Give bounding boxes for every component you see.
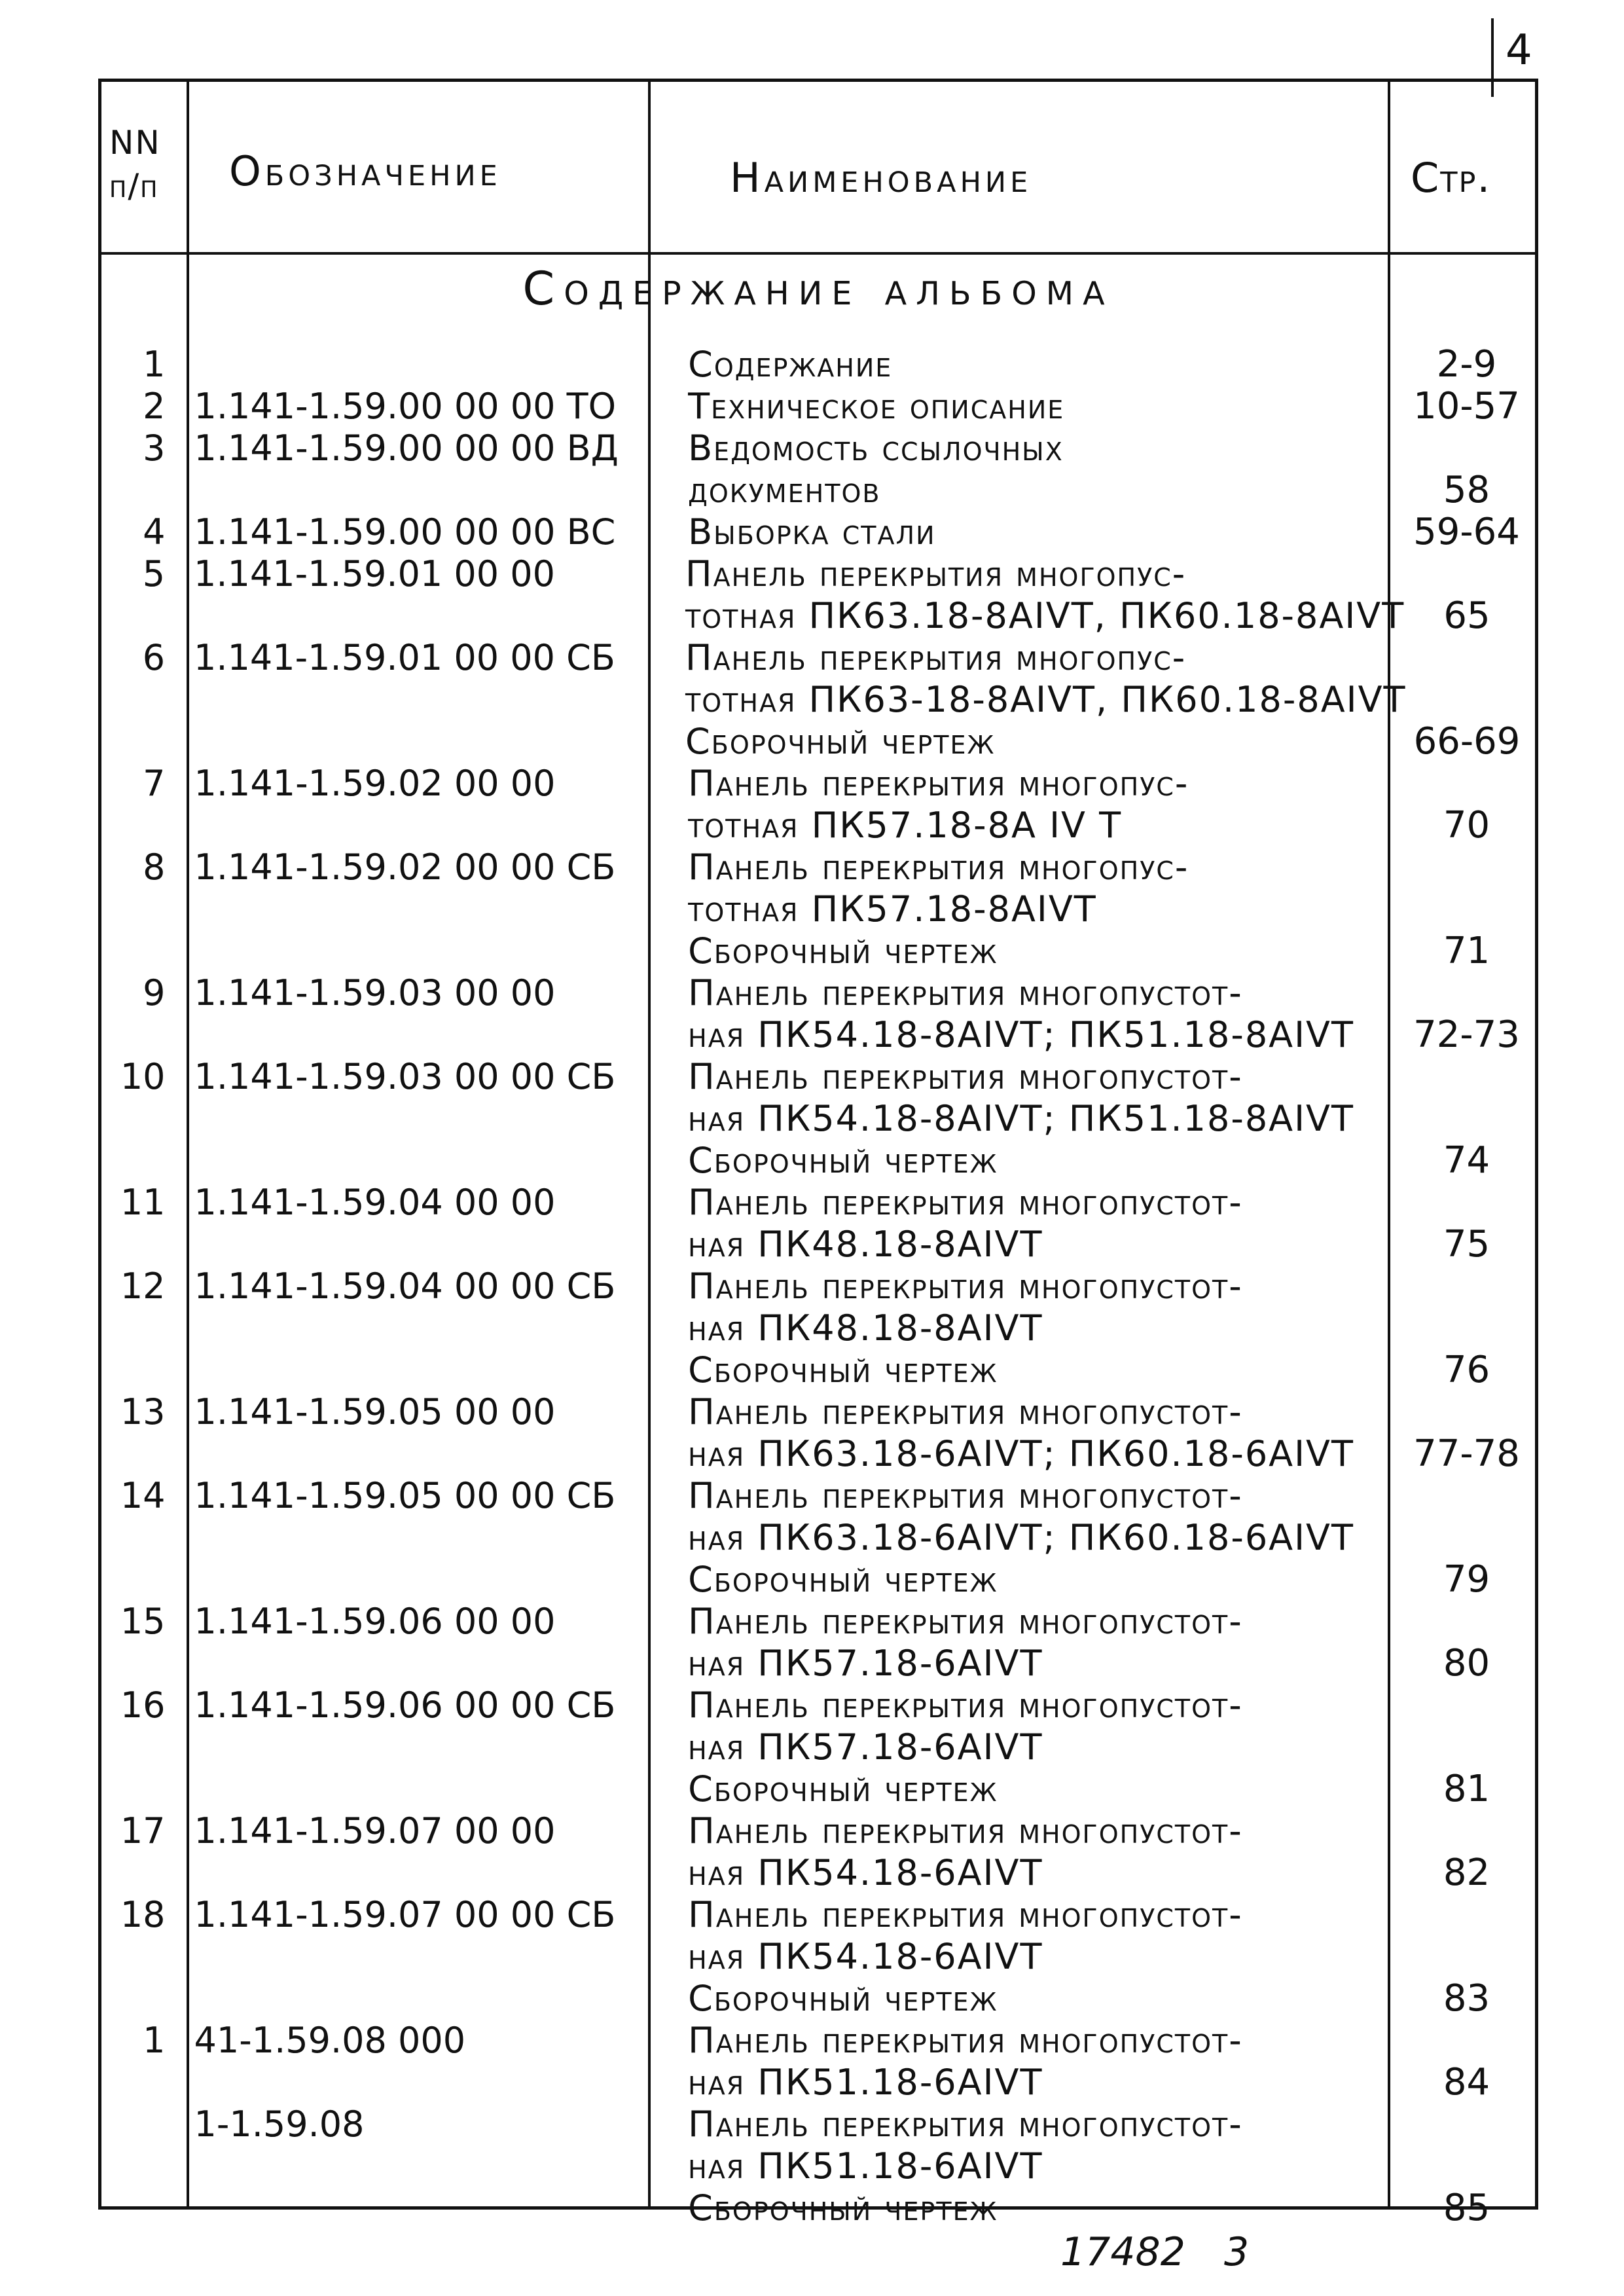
row-name-line: Сборочный чертеж — [685, 721, 996, 762]
row-designation: 1.141-1.59.00 00 00 ТО — [194, 386, 617, 427]
row-name-line: Панель перекрытия многопус- — [685, 553, 1187, 594]
row-name — [662, 847, 1398, 972]
footer-doc-code: 17482 — [1060, 2229, 1185, 2275]
row-designation: 1-1.59.08 — [194, 2104, 365, 2145]
row-page: 82 — [1443, 1851, 1490, 1894]
row-designation: 1.141-1.59.02 00 00 СБ — [194, 847, 616, 888]
table-row — [101, 428, 1535, 511]
table-row — [101, 511, 1535, 553]
table-row — [101, 553, 1535, 637]
row-name-line: Сборочный чертеж — [688, 1349, 998, 1391]
row-number: 5 — [142, 553, 166, 594]
row-name-line: ная ПК54.18-8АIVТ; ПК51.18-8АIVТ — [688, 1014, 1354, 1055]
table-row — [101, 1685, 1535, 1810]
row-page: 84 — [1443, 2061, 1490, 2104]
row-number: 1 — [143, 2020, 166, 2061]
row-designation: 1.141-1.59.01 00 00 СБ — [194, 637, 615, 678]
row-page: 71 — [1443, 930, 1490, 972]
row-page: 66-69 — [1413, 720, 1521, 763]
row-name-line: Панель перекрытия многопустот- — [688, 1056, 1243, 1097]
row-number: 10 — [120, 1056, 166, 1097]
row-name-line: ная ПК48.18-8АIVТ — [688, 1224, 1043, 1265]
row-name-line: Панель перекрытия многопустот- — [688, 2020, 1243, 2061]
row-name-line: ная ПК54.18-8АIVТ; ПК51.18-8АIVТ — [688, 1098, 1354, 1139]
header-divider — [101, 252, 1535, 255]
row-number: 8 — [143, 847, 166, 888]
header-designation: Обозначение — [229, 147, 501, 195]
row-name-line: тотная ПК57.18-8А IV Т — [688, 805, 1123, 846]
row-name-line: Панель перекрытия многопустот- — [688, 1685, 1243, 1726]
table-row — [101, 763, 1535, 847]
row-name-line: Панель перекрытия многопустот- — [688, 972, 1243, 1013]
row-number: 6 — [142, 637, 166, 678]
row-name-line: Панель перекрытия многопус- — [685, 637, 1187, 678]
row-name-line: Панель перекрытия многопус- — [688, 847, 1189, 888]
row-name — [662, 1475, 1398, 1601]
row-name-line: Сборочный чертеж — [688, 1140, 998, 1181]
row-designation: 1.141-1.59.04 00 00 СБ — [194, 1266, 616, 1307]
header-number: NN п/п — [109, 124, 161, 205]
row-number: 2 — [143, 386, 166, 427]
header-name: Наименование — [730, 154, 1032, 202]
row-designation: 1.141-1.59.00 00 00 ВД — [194, 428, 619, 469]
row-designation: 1.141-1.59.05 00 00 — [194, 1391, 556, 1432]
table-row — [101, 1894, 1535, 2020]
row-page: 72-73 — [1413, 1013, 1520, 1056]
row-name — [662, 1685, 1398, 1810]
row-name-line: тотная ПК63-18-8АIVТ, ПК60.18-8АIVТ — [685, 679, 1407, 720]
row-name-line: ная ПК51.18-6АIVТ — [688, 2062, 1043, 2103]
row-number: 9 — [143, 972, 166, 1013]
row-name-line: ная ПК57.18-6АIVТ — [688, 1643, 1043, 1684]
row-name — [662, 972, 1398, 1056]
row-page: 70 — [1443, 804, 1490, 847]
row-page: 59-64 — [1413, 511, 1520, 553]
row-name — [662, 2104, 1398, 2229]
row-page: 80 — [1443, 1642, 1490, 1685]
table-row — [101, 1266, 1535, 1391]
contents-table — [98, 79, 1538, 2229]
row-name-line: Ведомость ссылочных — [688, 428, 1064, 469]
row-name-line: Панель перекрытия многопустот- — [688, 2104, 1243, 2145]
row-designation: 1.141-1.59.03 00 00 СБ — [194, 1056, 616, 1097]
row-page: 65 — [1443, 594, 1490, 637]
row-page: 74 — [1443, 1139, 1490, 1182]
row-name-line: тотная ПК57.18-8АIVТ — [688, 888, 1097, 930]
row-name-line: документов — [688, 469, 881, 511]
row-name-line: ная ПК51.18-6АIVТ — [688, 2145, 1043, 2187]
row-page: 83 — [1443, 1977, 1490, 2020]
table-row — [101, 1601, 1535, 1685]
row-designation: 1.141-1.59.01 00 00 — [194, 553, 555, 594]
row-number: 7 — [143, 763, 166, 804]
row-name — [662, 1894, 1398, 2020]
page-number: 4 — [1506, 26, 1532, 75]
header-page: Стр. — [1411, 154, 1492, 202]
row-name — [662, 1391, 1398, 1475]
row-name — [662, 386, 1398, 428]
row-name-line: Сборочный чертеж — [688, 1559, 998, 1600]
row-designation: 1.141-1.59.07 00 00 СБ — [194, 1894, 616, 1935]
table-row — [101, 344, 1535, 386]
row-name — [662, 2020, 1398, 2104]
table-row — [101, 847, 1535, 972]
row-name-line: Панель перекрытия многопустот- — [688, 1391, 1243, 1432]
row-number: 11 — [120, 1182, 166, 1223]
row-name-line: Панель перекрытия многопустот- — [688, 1475, 1243, 1516]
row-name — [662, 428, 1398, 511]
table-row — [101, 1391, 1535, 1475]
row-name-line: Выборка стали — [688, 511, 936, 553]
row-name-line: Техническое описание — [688, 386, 1065, 427]
table-row — [101, 2104, 1535, 2229]
row-name-line: ная ПК63.18-6АIVТ; ПК60.18-6АIVТ — [688, 1517, 1354, 1558]
table-row — [101, 1475, 1535, 1601]
row-name — [662, 1182, 1398, 1266]
row-number: 18 — [120, 1894, 166, 1935]
row-name — [662, 763, 1398, 847]
table-row — [101, 972, 1535, 1056]
table-row — [101, 637, 1535, 763]
row-designation: 1.141-1.59.02 00 00 — [194, 763, 556, 804]
row-name-line: Сборочный чертеж — [688, 1768, 998, 1810]
row-designation: 1.141-1.59.04 00 00 — [194, 1182, 556, 1223]
row-page: 85 — [1443, 2187, 1490, 2229]
row-name-line: Панель перекрытия многопус- — [688, 763, 1189, 804]
table-row — [101, 1182, 1535, 1266]
row-number: 15 — [120, 1601, 166, 1642]
row-number: 13 — [120, 1391, 166, 1432]
row-name-line: ная ПК54.18-6АIVТ — [688, 1852, 1043, 1893]
row-name-line: Содержание — [688, 344, 893, 385]
row-name-line: Панель перекрытия многопустот- — [688, 1266, 1243, 1307]
row-number: 14 — [120, 1475, 166, 1516]
row-name-line: Сборочный чертеж — [688, 2187, 998, 2229]
row-name — [662, 1056, 1398, 1182]
row-designation: 41-1.59.08 000 — [194, 2020, 466, 2061]
row-name-line: Панель перекрытия многопустот- — [688, 1601, 1243, 1642]
row-name-line: тотная ПК63.18-8АIVТ, ПК60.18-8АIVТ — [685, 595, 1405, 636]
row-designation: 1.141-1.59.06 00 00 СБ — [194, 1685, 616, 1726]
row-page: 81 — [1443, 1768, 1490, 1810]
row-name — [662, 1810, 1398, 1894]
row-name — [662, 511, 1398, 553]
row-name — [659, 553, 1405, 637]
table-row — [101, 2020, 1535, 2104]
row-name-line: Панель перекрытия многопустот- — [688, 1894, 1243, 1935]
section-title: Содержание альбома — [522, 262, 1114, 316]
row-name-line: Панель перекрытия многопустот- — [688, 1182, 1243, 1223]
row-page: 10-57 — [1413, 385, 1520, 428]
row-designation: 1.141-1.59.06 00 00 — [194, 1601, 556, 1642]
contents-rows — [101, 344, 1535, 2229]
row-name — [662, 1601, 1398, 1685]
row-number: 1 — [143, 344, 166, 385]
row-name-line: Панель перекрытия многопустот- — [688, 1810, 1243, 1851]
row-designation: 1.141-1.59.07 00 00 — [194, 1810, 556, 1851]
row-name-line: ная ПК63.18-6АIVТ; ПК60.18-6АIVТ — [688, 1433, 1354, 1474]
row-name-line: ная ПК57.18-6АIVТ — [688, 1726, 1043, 1768]
row-name-line: Сборочный чертеж — [688, 930, 998, 972]
row-page: 75 — [1443, 1223, 1490, 1266]
row-number: 17 — [120, 1810, 166, 1851]
table-row — [101, 1810, 1535, 1894]
row-name-line: ная ПК54.18-6АIVТ — [688, 1936, 1043, 1977]
row-page: 77-78 — [1413, 1432, 1520, 1475]
row-page: 79 — [1443, 1558, 1490, 1601]
table-row — [101, 1056, 1535, 1182]
row-page: 76 — [1443, 1349, 1490, 1391]
row-number: 16 — [120, 1685, 166, 1726]
table-row — [101, 386, 1535, 428]
row-designation: 1.141-1.59.00 00 00 ВС — [194, 511, 616, 553]
row-designation: 1.141-1.59.03 00 00 — [194, 972, 556, 1013]
row-number: 4 — [143, 511, 166, 553]
row-number: 12 — [120, 1266, 166, 1307]
row-page: 2-9 — [1436, 343, 1497, 386]
footer-sheet-number: 3 — [1224, 2229, 1250, 2275]
row-name-line: ная ПК48.18-8АIVТ — [688, 1307, 1043, 1349]
row-page: 58 — [1443, 469, 1490, 511]
row-name — [662, 344, 1398, 386]
row-name — [659, 637, 1407, 763]
row-name-line: Сборочный чертеж — [688, 1978, 998, 2019]
row-designation: 1.141-1.59.05 00 00 СБ — [194, 1475, 616, 1516]
row-name — [662, 1266, 1398, 1391]
row-number: 3 — [143, 428, 166, 469]
